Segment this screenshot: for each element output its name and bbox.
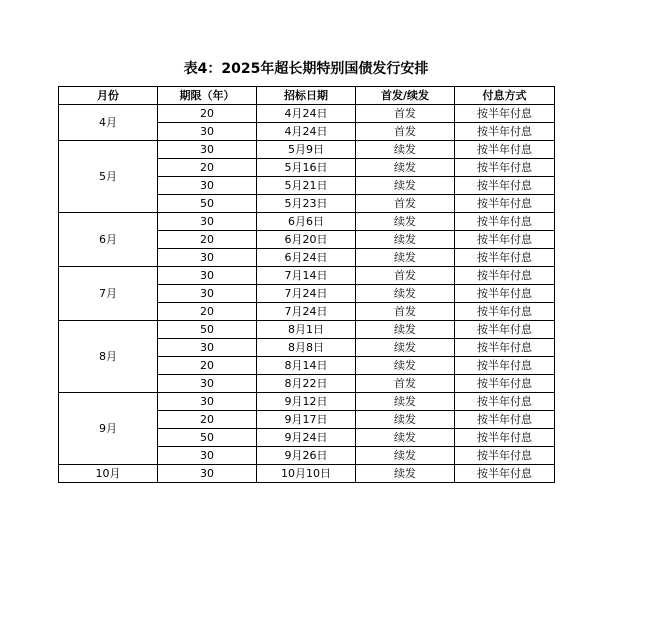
payment-cell: 按半年付息 <box>455 411 555 429</box>
payment-cell: 按半年付息 <box>455 159 555 177</box>
term-cell: 20 <box>158 303 257 321</box>
issue-type-cell: 续发 <box>356 465 455 483</box>
issue-type-cell: 续发 <box>356 177 455 195</box>
term-cell: 20 <box>158 411 257 429</box>
table-row <box>59 465 555 483</box>
header-term: 期限（年） <box>158 87 257 105</box>
issue-type-cell: 首发 <box>356 105 455 123</box>
auction-date-cell: 8月22日 <box>257 375 356 393</box>
issue-type-cell: 续发 <box>356 285 455 303</box>
term-cell: 30 <box>158 213 257 231</box>
issue-type-cell: 续发 <box>356 321 455 339</box>
term-cell: 20 <box>158 357 257 375</box>
payment-cell: 按半年付息 <box>455 285 555 303</box>
table-title: 表4：2025年超长期特别国债发行安排 <box>183 61 429 77</box>
table-row <box>59 141 555 159</box>
payment-cell: 按半年付息 <box>455 303 555 321</box>
month-cell: 10月 <box>59 465 158 483</box>
month-cell: 4月 <box>59 105 158 141</box>
issue-type-cell: 续发 <box>356 339 455 357</box>
auction-date-cell: 4月24日 <box>257 123 356 141</box>
table-header <box>59 87 555 105</box>
auction-date-cell: 5月9日 <box>257 141 356 159</box>
table-body <box>59 105 555 483</box>
issue-type-cell: 首发 <box>356 267 455 285</box>
issue-type-cell: 续发 <box>356 159 455 177</box>
payment-cell: 按半年付息 <box>455 447 555 465</box>
term-cell: 20 <box>158 159 257 177</box>
auction-date-cell: 7月24日 <box>257 303 356 321</box>
header-row <box>59 87 555 105</box>
payment-cell: 按半年付息 <box>455 339 555 357</box>
payment-cell: 按半年付息 <box>455 267 555 285</box>
bond-issuance-table <box>58 86 555 483</box>
payment-cell: 按半年付息 <box>455 429 555 447</box>
payment-cell: 按半年付息 <box>455 357 555 375</box>
auction-date-cell: 4月24日 <box>257 105 356 123</box>
month-cell: 7月 <box>59 267 158 321</box>
table-row <box>59 321 555 339</box>
header-auction-date: 招标日期 <box>257 87 356 105</box>
term-cell: 50 <box>158 321 257 339</box>
term-cell: 30 <box>158 447 257 465</box>
month-cell: 5月 <box>59 141 158 213</box>
table-row <box>59 267 555 285</box>
payment-cell: 按半年付息 <box>455 105 555 123</box>
auction-date-cell: 10月10日 <box>257 465 356 483</box>
auction-date-cell: 6月6日 <box>257 213 356 231</box>
payment-cell: 按半年付息 <box>455 465 555 483</box>
auction-date-cell: 8月14日 <box>257 357 356 375</box>
payment-cell: 按半年付息 <box>455 195 555 213</box>
issue-type-cell: 续发 <box>356 357 455 375</box>
issue-type-cell: 首发 <box>356 375 455 393</box>
term-cell: 30 <box>158 141 257 159</box>
auction-date-cell: 9月24日 <box>257 429 356 447</box>
auction-date-cell: 9月17日 <box>257 411 356 429</box>
table-row <box>59 105 555 123</box>
term-cell: 30 <box>158 285 257 303</box>
payment-cell: 按半年付息 <box>455 393 555 411</box>
payment-cell: 按半年付息 <box>455 213 555 231</box>
issue-type-cell: 续发 <box>356 141 455 159</box>
issue-type-cell: 首发 <box>356 123 455 141</box>
payment-cell: 按半年付息 <box>455 123 555 141</box>
auction-date-cell: 8月8日 <box>257 339 356 357</box>
term-cell: 20 <box>158 105 257 123</box>
auction-date-cell: 9月12日 <box>257 393 356 411</box>
term-cell: 30 <box>158 123 257 141</box>
auction-date-cell: 6月20日 <box>257 231 356 249</box>
payment-cell: 按半年付息 <box>455 177 555 195</box>
term-cell: 50 <box>158 195 257 213</box>
issue-type-cell: 续发 <box>356 213 455 231</box>
issue-type-cell: 续发 <box>356 429 455 447</box>
issue-type-cell: 续发 <box>356 231 455 249</box>
auction-date-cell: 7月24日 <box>257 285 356 303</box>
term-cell: 30 <box>158 339 257 357</box>
term-cell: 30 <box>158 267 257 285</box>
issue-type-cell: 续发 <box>356 447 455 465</box>
term-cell: 30 <box>158 375 257 393</box>
issue-type-cell: 首发 <box>356 303 455 321</box>
header-payment: 付息方式 <box>455 87 555 105</box>
auction-date-cell: 5月21日 <box>257 177 356 195</box>
payment-cell: 按半年付息 <box>455 375 555 393</box>
issue-type-cell: 续发 <box>356 393 455 411</box>
payment-cell: 按半年付息 <box>455 249 555 267</box>
term-cell: 20 <box>158 231 257 249</box>
auction-date-cell: 5月23日 <box>257 195 356 213</box>
month-cell: 9月 <box>59 393 158 465</box>
payment-cell: 按半年付息 <box>455 141 555 159</box>
month-cell: 6月 <box>59 213 158 267</box>
term-cell: 30 <box>158 465 257 483</box>
issue-type-cell: 首发 <box>356 195 455 213</box>
auction-date-cell: 9月26日 <box>257 447 356 465</box>
issue-type-cell: 续发 <box>356 411 455 429</box>
month-cell: 8月 <box>59 321 158 393</box>
issue-type-cell: 续发 <box>356 249 455 267</box>
term-cell: 30 <box>158 393 257 411</box>
header-issue-type: 首发/续发 <box>356 87 455 105</box>
term-cell: 30 <box>158 177 257 195</box>
payment-cell: 按半年付息 <box>455 321 555 339</box>
term-cell: 50 <box>158 429 257 447</box>
term-cell: 30 <box>158 249 257 267</box>
auction-date-cell: 8月1日 <box>257 321 356 339</box>
header-month: 月份 <box>59 87 158 105</box>
table-row <box>59 213 555 231</box>
auction-date-cell: 7月14日 <box>257 267 356 285</box>
payment-cell: 按半年付息 <box>455 231 555 249</box>
auction-date-cell: 6月24日 <box>257 249 356 267</box>
auction-date-cell: 5月16日 <box>257 159 356 177</box>
table-row <box>59 393 555 411</box>
